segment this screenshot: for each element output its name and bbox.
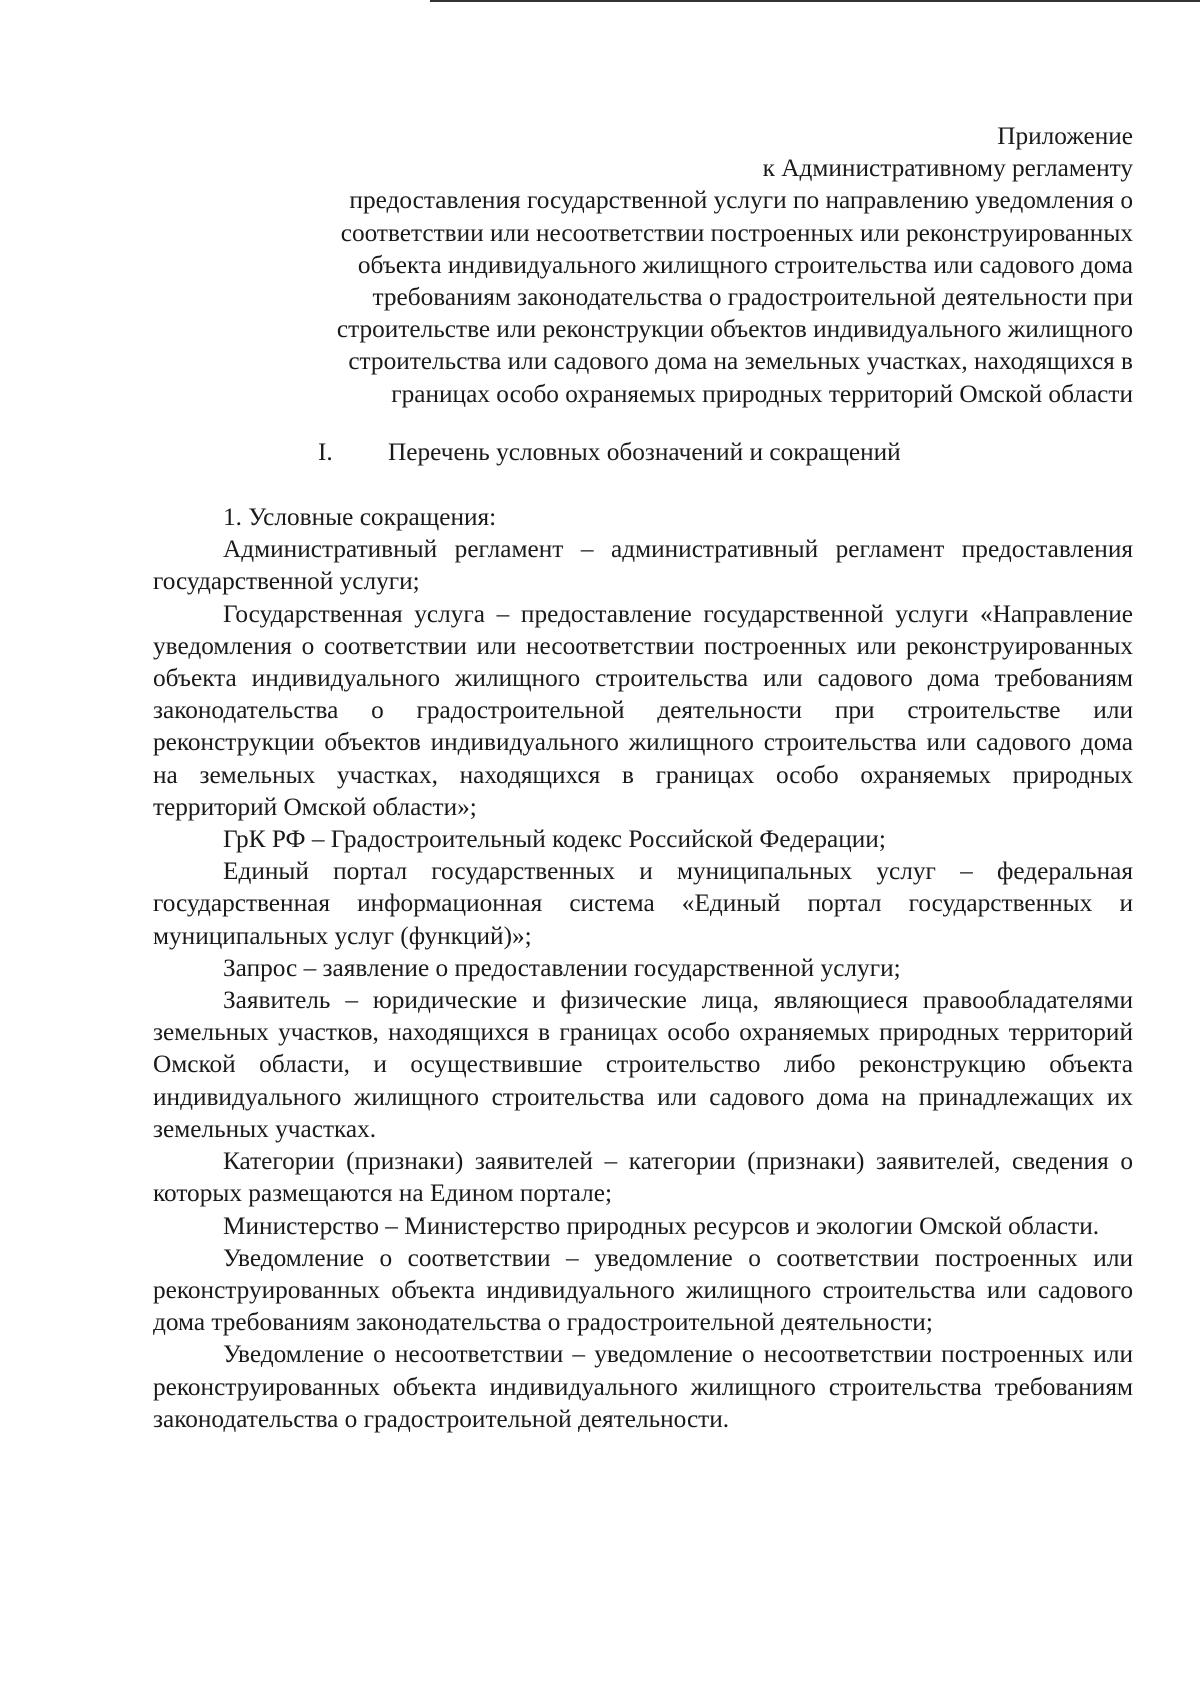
definition-entry: Заявитель – юридические и физические лица, являющиеся правообладателями земельных участков, находящихся в границах особо охраняемых природных территорий Омской области, и осуществившие строительство либо реконструкцию объекта индивидуального жилищного строительства или садового дома на принадлежащих их земельных участках. [153,986,1133,1143]
document-page [153,120,1133,1435]
definition-entry: Категории (признаки) заявителей – категории (признаки) заявителей, сведения о которых размещаются на Едином портале; [153,1147,1133,1208]
list-title: 1. Условные сокращения: [223,503,497,532]
header-line: требованиям законодательства о градостроительной деятельности при [372,283,1133,312]
definition-entry: ГрК РФ – Градостроительный кодекс Российской Федерации; [223,825,886,854]
definition-entry: Уведомление о соответствии – уведомление о соответствии построенных или реконструированных объекта индивидуального жилищного строительства или садового дома требованиям законодательства о градостроительной деятельности; [153,1243,1133,1337]
appendix-header [153,120,1133,410]
definition-entry: Уведомление о несоответствии – уведомление о несоответствии построенных или реконструированных объекта индивидуального жилищного строительства требованиям законодательства о градостроительной деятельности. [153,1340,1133,1433]
header-line: Приложение [997,122,1133,150]
header-line: предоставления государственной услуги по направлению уведомления о [349,186,1133,215]
section-heading [153,436,1133,468]
section-title-text: Перечень условных обозначений и сокращений [388,437,901,466]
section-number: I. [318,437,333,466]
header-line: к Административному регламенту [762,154,1133,183]
definition-entry: Административный регламент – административный регламент предоставления государственной услуги; [153,535,1133,596]
definition-entry: Государственная услуга – предоставление государственной услуги «Направление уведомления о соответствии или несоответствии построенных или реконструированных объекта индивидуального жилищного строительства или садового дома требованиям законодательства о градостроительной деятельности при строительстве или реконструкции объектов индивидуального жилищного строительства или садового дома на земельных участках, находящихся в границах особо охраняемых природных территорий Омской области»; [153,599,1133,821]
header-line: границах особо охраняемых природных территорий Омской области [391,379,1133,408]
header-line: объекта индивидуального жилищного строительства или садового дома [357,250,1133,279]
definition-entry: Единый портал государственных и муниципальных услуг – федеральная государственная информационная система «Единый портал государственных и муниципальных услуг (функций)»; [153,857,1133,950]
definition-entry: Министерство – Министерство природных ресурсов и экологии Омской области. [223,1211,1100,1240]
header-line: строительства или садового дома на земельных участках, находящихся в [348,347,1133,376]
header-line: строительстве или реконструкции объектов индивидуального жилищного [336,315,1133,344]
definition-entry: Запрос – заявление о предоставлении государственной услуги; [223,953,901,982]
header-line: соответствии или несоответствии построенных или реконструированных [340,218,1133,247]
scan-border-line [430,0,1200,2]
